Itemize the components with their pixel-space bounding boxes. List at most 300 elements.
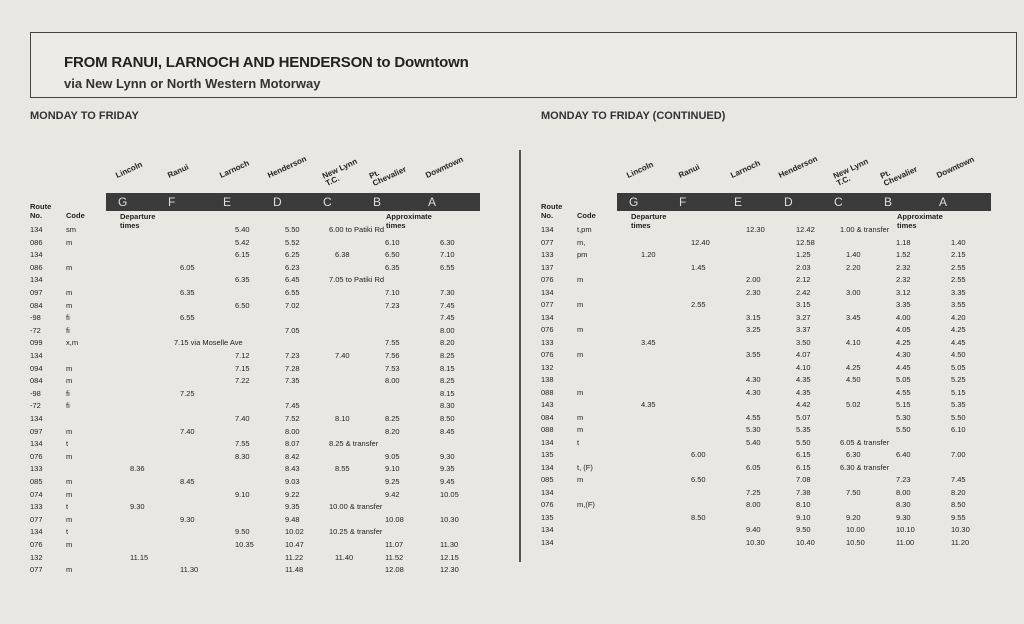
time-cell: 6.10 bbox=[951, 425, 966, 434]
time-cell: 1.20 bbox=[641, 250, 656, 259]
route-code: m bbox=[66, 514, 73, 524]
time-cell: 8.00 bbox=[285, 426, 300, 436]
table-row bbox=[541, 475, 1001, 484]
time-cell: 7.22 bbox=[235, 376, 250, 386]
time-cell: 7.53 bbox=[385, 363, 400, 373]
time-cell: 7.55 bbox=[385, 338, 400, 348]
time-cell: 7.50 bbox=[846, 487, 861, 497]
time-cell: 8.50 bbox=[440, 414, 455, 423]
column-header: New Lynn T.C. bbox=[320, 156, 359, 188]
time-cell: 2.32 bbox=[896, 275, 911, 284]
time-cell: 10.05 bbox=[440, 489, 459, 499]
time-cell: 6.00 bbox=[691, 450, 706, 459]
time-cell: 5.15 bbox=[951, 387, 966, 397]
time-cell: 7.38 bbox=[796, 487, 811, 497]
route-no: 077 bbox=[541, 300, 554, 309]
time-cell: 3.15 bbox=[796, 300, 811, 309]
time-cell: 8.45 bbox=[180, 477, 195, 486]
time-cell: 8.55 bbox=[335, 464, 350, 474]
route-no: 134 bbox=[30, 250, 43, 260]
route-no: 133 bbox=[30, 502, 43, 512]
time-cell: 9.50 bbox=[235, 527, 250, 537]
table-row bbox=[30, 364, 490, 373]
route-code: t bbox=[66, 502, 69, 512]
time-cell: 9.10 bbox=[235, 489, 250, 499]
table-row bbox=[30, 527, 490, 536]
time-cell: 6.05 bbox=[746, 462, 761, 472]
table-row bbox=[30, 553, 490, 562]
code-label: Code bbox=[577, 211, 596, 220]
time-cell: 7.40 bbox=[180, 426, 195, 436]
time-cell: 8.00 bbox=[440, 325, 455, 335]
time-cell: 6.15 bbox=[235, 250, 250, 260]
time-cell: 10.30 bbox=[440, 514, 459, 524]
time-cell: 4.30 bbox=[746, 375, 761, 384]
time-cell: 10.08 bbox=[385, 514, 404, 524]
table-row bbox=[30, 389, 490, 398]
time-cell: 3.45 bbox=[846, 312, 861, 322]
table-row bbox=[30, 502, 490, 511]
table-row bbox=[30, 238, 490, 247]
time-cell: 11.00 bbox=[896, 537, 915, 547]
route-no: 076 bbox=[541, 275, 554, 284]
route-no: 132 bbox=[30, 552, 43, 562]
time-cell: 8.25 bbox=[440, 376, 455, 386]
route-code: m bbox=[66, 451, 73, 461]
table-row bbox=[541, 538, 1001, 547]
time-cell: 5.40 bbox=[746, 437, 761, 447]
table-row bbox=[30, 477, 490, 486]
time-cell: 4.50 bbox=[951, 350, 966, 359]
table-row bbox=[30, 250, 490, 259]
table-row bbox=[541, 263, 1001, 272]
time-cell: 2.32 bbox=[896, 262, 911, 272]
route-code: m bbox=[577, 425, 584, 434]
table-row bbox=[30, 225, 490, 234]
column-letter: G bbox=[629, 195, 639, 209]
time-cell: 7.10 bbox=[440, 250, 455, 260]
time-cell: 11.07 bbox=[385, 540, 404, 549]
time-cell: 11.40 bbox=[335, 552, 354, 562]
table-row bbox=[541, 313, 1001, 322]
time-cell: 7.28 bbox=[285, 363, 300, 373]
row-note: 6.05 & transfer bbox=[840, 437, 890, 447]
route-no: 134 bbox=[541, 437, 554, 447]
route-code: m bbox=[66, 300, 73, 310]
time-cell: 8.50 bbox=[951, 500, 966, 509]
left-heading: MONDAY TO FRIDAY bbox=[30, 110, 139, 122]
time-cell: 5.35 bbox=[796, 425, 811, 434]
column-divider bbox=[519, 150, 521, 562]
time-cell: 4.25 bbox=[951, 325, 966, 334]
right-heading: MONDAY TO FRIDAY (CONTINUED) bbox=[541, 110, 726, 122]
time-cell: 8.20 bbox=[385, 426, 400, 436]
time-cell: 7.25 bbox=[746, 487, 761, 497]
route-no: 133 bbox=[541, 337, 554, 347]
time-cell: 8.50 bbox=[691, 512, 706, 522]
column-letter: D bbox=[273, 195, 282, 209]
approx-label: Approximate times bbox=[386, 212, 432, 230]
route-no: 134 bbox=[30, 225, 43, 234]
route-no: 084 bbox=[30, 376, 43, 386]
time-cell: 12.58 bbox=[796, 237, 815, 247]
time-cell: 1.25 bbox=[796, 250, 811, 259]
route-no: 077 bbox=[30, 565, 43, 575]
time-cell: 9.30 bbox=[180, 514, 195, 524]
table-row bbox=[30, 338, 490, 347]
time-cell: 12.08 bbox=[385, 565, 404, 575]
time-cell: 5.50 bbox=[285, 225, 300, 234]
time-cell: 2.15 bbox=[951, 250, 966, 259]
time-cell: 12.40 bbox=[691, 237, 710, 247]
time-cell: 3.55 bbox=[746, 350, 761, 359]
time-cell: 4.25 bbox=[896, 337, 911, 347]
route-code: m,(F) bbox=[577, 500, 595, 509]
table-row bbox=[541, 338, 1001, 347]
time-cell: 2.42 bbox=[796, 287, 811, 297]
route-no: 134 bbox=[541, 537, 554, 547]
table-row bbox=[541, 525, 1001, 534]
column-letter: F bbox=[168, 195, 176, 209]
time-cell: 4.45 bbox=[896, 362, 911, 372]
time-cell: 7.23 bbox=[896, 475, 911, 484]
table-row bbox=[30, 301, 490, 310]
table-row bbox=[30, 401, 490, 410]
time-cell: 9.42 bbox=[385, 489, 400, 499]
route-code: m bbox=[66, 288, 73, 297]
time-cell: 3.45 bbox=[641, 337, 656, 347]
time-cell: 7.55 bbox=[235, 439, 250, 449]
letter-bar bbox=[617, 193, 991, 211]
row-note: 7.15 via Moselle Ave bbox=[174, 338, 243, 348]
table-row bbox=[30, 326, 490, 335]
time-cell: 6.38 bbox=[335, 250, 350, 260]
time-cell: 4.35 bbox=[796, 387, 811, 397]
route-no: 143 bbox=[541, 400, 554, 409]
table-row bbox=[541, 288, 1001, 297]
table-row bbox=[541, 363, 1001, 372]
column-header: Ranui bbox=[166, 162, 191, 180]
table-row bbox=[541, 225, 1001, 234]
time-cell: 3.15 bbox=[746, 312, 761, 322]
time-cell: 7.40 bbox=[235, 414, 250, 423]
route-no: -72 bbox=[30, 401, 41, 411]
time-cell: 4.07 bbox=[796, 350, 811, 359]
route-label-line: No. bbox=[30, 211, 43, 220]
table-row bbox=[541, 350, 1001, 359]
route-no: 088 bbox=[541, 425, 554, 434]
time-cell: 8.20 bbox=[951, 487, 966, 497]
time-cell: 4.35 bbox=[796, 375, 811, 384]
time-cell: 5.35 bbox=[951, 400, 966, 409]
time-cell: 6.23 bbox=[285, 262, 300, 272]
table-row bbox=[541, 250, 1001, 259]
row-note: 7.05 to Patiki Rd bbox=[329, 275, 385, 285]
route-code: x,m bbox=[66, 338, 79, 348]
table-row bbox=[30, 288, 490, 297]
route-no: 134 bbox=[541, 312, 554, 322]
time-cell: 8.00 bbox=[896, 487, 911, 497]
time-cell: 10.40 bbox=[796, 537, 815, 547]
time-cell: 8.15 bbox=[440, 363, 455, 373]
time-cell: 11.48 bbox=[285, 565, 304, 575]
time-cell: 5.15 bbox=[896, 400, 911, 409]
route-no: 134 bbox=[30, 439, 43, 449]
approx-label: Approximate times bbox=[897, 212, 943, 230]
time-cell: 12.15 bbox=[440, 552, 459, 562]
departure-label: Departure times bbox=[631, 212, 667, 230]
time-cell: 5.42 bbox=[235, 237, 250, 247]
time-cell: 7.23 bbox=[385, 300, 400, 310]
table-row bbox=[541, 388, 1001, 397]
time-cell: 5.25 bbox=[951, 375, 966, 384]
time-cell: 9.10 bbox=[796, 512, 811, 522]
time-cell: 3.50 bbox=[796, 337, 811, 347]
row-note: 1.00 & transfer bbox=[840, 225, 890, 234]
time-cell: 2.12 bbox=[796, 275, 811, 284]
table-row bbox=[541, 238, 1001, 247]
route-code: sm bbox=[66, 225, 76, 234]
time-cell: 4.42 bbox=[796, 400, 811, 409]
time-cell: 8.00 bbox=[746, 500, 761, 509]
time-cell: 6.25 bbox=[285, 250, 300, 260]
time-cell: 2.55 bbox=[691, 300, 706, 309]
time-cell: 4.10 bbox=[846, 337, 861, 347]
time-cell: 6.30 bbox=[440, 237, 455, 247]
time-cell: 6.50 bbox=[385, 250, 400, 260]
time-cell: 3.55 bbox=[951, 300, 966, 309]
time-cell: 6.55 bbox=[440, 262, 455, 272]
table-row bbox=[30, 515, 490, 524]
table-row bbox=[541, 463, 1001, 472]
column-header: New Lynn T.C. bbox=[831, 156, 870, 188]
column-letter: G bbox=[118, 195, 128, 209]
route-no: 133 bbox=[541, 250, 554, 259]
time-cell: 5.05 bbox=[896, 375, 911, 384]
table-row bbox=[30, 427, 490, 436]
time-cell: 9.50 bbox=[796, 525, 811, 534]
route-label-line: Route bbox=[541, 202, 563, 211]
time-cell: 5.30 bbox=[896, 412, 911, 422]
time-cell: 9.05 bbox=[385, 451, 400, 461]
time-cell: 9.40 bbox=[746, 525, 761, 534]
time-cell: 9.48 bbox=[285, 514, 300, 524]
route-label-line: No. bbox=[541, 211, 554, 220]
time-cell: 7.45 bbox=[440, 300, 455, 310]
time-cell: 7.35 bbox=[285, 376, 300, 386]
time-cell: 12.30 bbox=[440, 565, 459, 575]
time-cell: 7.05 bbox=[285, 325, 300, 335]
time-cell: 7.08 bbox=[796, 475, 811, 484]
route-code: m bbox=[66, 363, 73, 373]
time-cell: 1.40 bbox=[846, 250, 861, 259]
time-cell: 9.30 bbox=[440, 451, 455, 461]
column-letter: C bbox=[323, 195, 332, 209]
row-note: 8.25 & transfer bbox=[329, 439, 379, 449]
time-cell: 6.55 bbox=[180, 313, 195, 323]
time-cell: 9.30 bbox=[896, 512, 911, 522]
time-cell: 7.00 bbox=[951, 450, 966, 459]
time-cell: 7.40 bbox=[335, 351, 350, 360]
time-cell: 4.55 bbox=[746, 412, 761, 422]
row-note: 6.30 & transfer bbox=[840, 462, 890, 472]
time-cell: 9.35 bbox=[440, 464, 455, 474]
column-letter: C bbox=[834, 195, 843, 209]
table-row bbox=[541, 325, 1001, 334]
time-cell: 8.15 bbox=[440, 388, 455, 398]
table-row bbox=[541, 500, 1001, 509]
table-row bbox=[541, 488, 1001, 497]
time-cell: 6.15 bbox=[796, 450, 811, 459]
route-no: 097 bbox=[30, 288, 43, 297]
time-cell: 4.55 bbox=[896, 387, 911, 397]
route-no: -98 bbox=[30, 388, 41, 398]
table-row bbox=[30, 540, 490, 549]
column-header: Downtown bbox=[424, 154, 465, 180]
route-code: fi bbox=[66, 388, 70, 398]
route-no: -98 bbox=[30, 313, 41, 323]
column-header: Larnoch bbox=[729, 158, 762, 180]
time-cell: 1.40 bbox=[951, 237, 966, 247]
time-cell: 1.18 bbox=[896, 237, 911, 247]
column-header: Ranui bbox=[677, 162, 702, 180]
column-letter: F bbox=[679, 195, 687, 209]
row-note: 10.00 & transfer bbox=[329, 502, 383, 512]
table-row bbox=[30, 351, 490, 360]
route-code: m bbox=[66, 540, 73, 549]
column-header: Lincoln bbox=[625, 159, 655, 180]
route-code: t bbox=[66, 439, 69, 449]
table-row bbox=[541, 450, 1001, 459]
route-no: 135 bbox=[541, 512, 554, 522]
time-cell: 11.15 bbox=[130, 552, 149, 562]
route-no: 088 bbox=[541, 387, 554, 397]
route-no: 076 bbox=[30, 540, 43, 549]
route-no: 134 bbox=[541, 287, 554, 297]
page-title: FROM RANUI, LARNOCH AND HENDERSON to Downtown bbox=[64, 54, 469, 71]
route-code: m bbox=[577, 412, 584, 422]
route-label bbox=[30, 202, 51, 220]
route-no: 134 bbox=[541, 225, 554, 234]
column-header: Pt. Chevalier bbox=[878, 164, 919, 188]
route-code: m, bbox=[577, 237, 586, 247]
time-cell: 1.52 bbox=[896, 250, 911, 259]
time-cell: 8.07 bbox=[285, 439, 300, 449]
route-no: 084 bbox=[541, 412, 554, 422]
column-header: Larnoch bbox=[218, 158, 251, 180]
route-code: t,pm bbox=[577, 225, 592, 234]
route-no: 076 bbox=[541, 500, 554, 509]
time-cell: 6.35 bbox=[235, 275, 250, 285]
time-cell: 10.30 bbox=[746, 537, 765, 547]
table-row bbox=[30, 275, 490, 284]
column-letter: B bbox=[373, 195, 382, 209]
time-cell: 2.55 bbox=[951, 275, 966, 284]
time-cell: 3.37 bbox=[796, 325, 811, 334]
column-letter: D bbox=[784, 195, 793, 209]
letter-bar bbox=[106, 193, 480, 211]
table-row bbox=[30, 565, 490, 574]
time-cell: 10.10 bbox=[896, 525, 915, 534]
time-cell: 12.42 bbox=[796, 225, 815, 234]
time-cell: 11.30 bbox=[440, 540, 459, 549]
time-cell: 9.30 bbox=[130, 502, 145, 512]
time-cell: 3.12 bbox=[896, 287, 911, 297]
column-header: Pt. Chevalier bbox=[367, 164, 408, 188]
route-code: t bbox=[66, 527, 69, 537]
route-no: 085 bbox=[30, 477, 43, 486]
table-row bbox=[30, 263, 490, 272]
time-cell: 2.20 bbox=[846, 262, 861, 272]
route-label bbox=[541, 202, 562, 220]
time-cell: 6.15 bbox=[796, 462, 811, 472]
table-row bbox=[30, 376, 490, 385]
route-no: 134 bbox=[30, 275, 43, 285]
time-cell: 5.50 bbox=[796, 437, 811, 447]
route-no: 084 bbox=[30, 300, 43, 310]
column-header: Downtown bbox=[935, 154, 976, 180]
route-no: 076 bbox=[30, 451, 43, 461]
time-cell: 8.43 bbox=[285, 464, 300, 474]
time-cell: 7.12 bbox=[235, 351, 250, 360]
time-cell: 4.00 bbox=[896, 312, 911, 322]
time-cell: 8.36 bbox=[130, 464, 145, 474]
route-no: 076 bbox=[541, 350, 554, 359]
time-cell: 3.25 bbox=[746, 325, 761, 334]
table-row bbox=[30, 439, 490, 448]
time-cell: 2.03 bbox=[796, 262, 811, 272]
column-letter: A bbox=[428, 195, 437, 209]
route-code: m bbox=[66, 262, 73, 272]
time-cell: 7.02 bbox=[285, 300, 300, 310]
route-no: 134 bbox=[30, 414, 43, 423]
route-no: 085 bbox=[541, 475, 554, 484]
time-cell: 6.10 bbox=[385, 237, 400, 247]
time-cell: 8.30 bbox=[896, 500, 911, 509]
time-cell: 11.22 bbox=[285, 552, 304, 562]
route-code: m bbox=[66, 426, 73, 436]
route-code: m bbox=[577, 387, 584, 397]
route-code: m bbox=[577, 325, 584, 334]
column-letter: E bbox=[223, 195, 232, 209]
time-cell: 9.10 bbox=[385, 464, 400, 474]
time-cell: 8.30 bbox=[440, 401, 455, 411]
route-no: 135 bbox=[541, 450, 554, 459]
column-header: Henderson bbox=[266, 154, 308, 180]
row-note: 6.00 to Patiki Rd bbox=[329, 225, 385, 234]
route-label-line: Route bbox=[30, 202, 52, 211]
time-cell: 2.55 bbox=[951, 262, 966, 272]
time-cell: 8.42 bbox=[285, 451, 300, 461]
time-cell: 10.02 bbox=[285, 527, 304, 537]
time-cell: 2.00 bbox=[746, 275, 761, 284]
time-cell: 3.35 bbox=[951, 287, 966, 297]
time-cell: 7.45 bbox=[285, 401, 300, 411]
time-cell: 3.27 bbox=[796, 312, 811, 322]
time-cell: 7.25 bbox=[180, 388, 195, 398]
time-cell: 5.52 bbox=[285, 237, 300, 247]
time-cell: 4.50 bbox=[846, 375, 861, 384]
route-no: 138 bbox=[541, 375, 554, 384]
table-row bbox=[541, 438, 1001, 447]
time-cell: 10.35 bbox=[235, 540, 254, 549]
time-cell: 8.25 bbox=[385, 414, 400, 423]
time-cell: 5.50 bbox=[896, 425, 911, 434]
route-no: 077 bbox=[30, 514, 43, 524]
time-cell: 4.45 bbox=[951, 337, 966, 347]
time-cell: 9.35 bbox=[285, 502, 300, 512]
time-cell: 8.10 bbox=[335, 414, 350, 423]
